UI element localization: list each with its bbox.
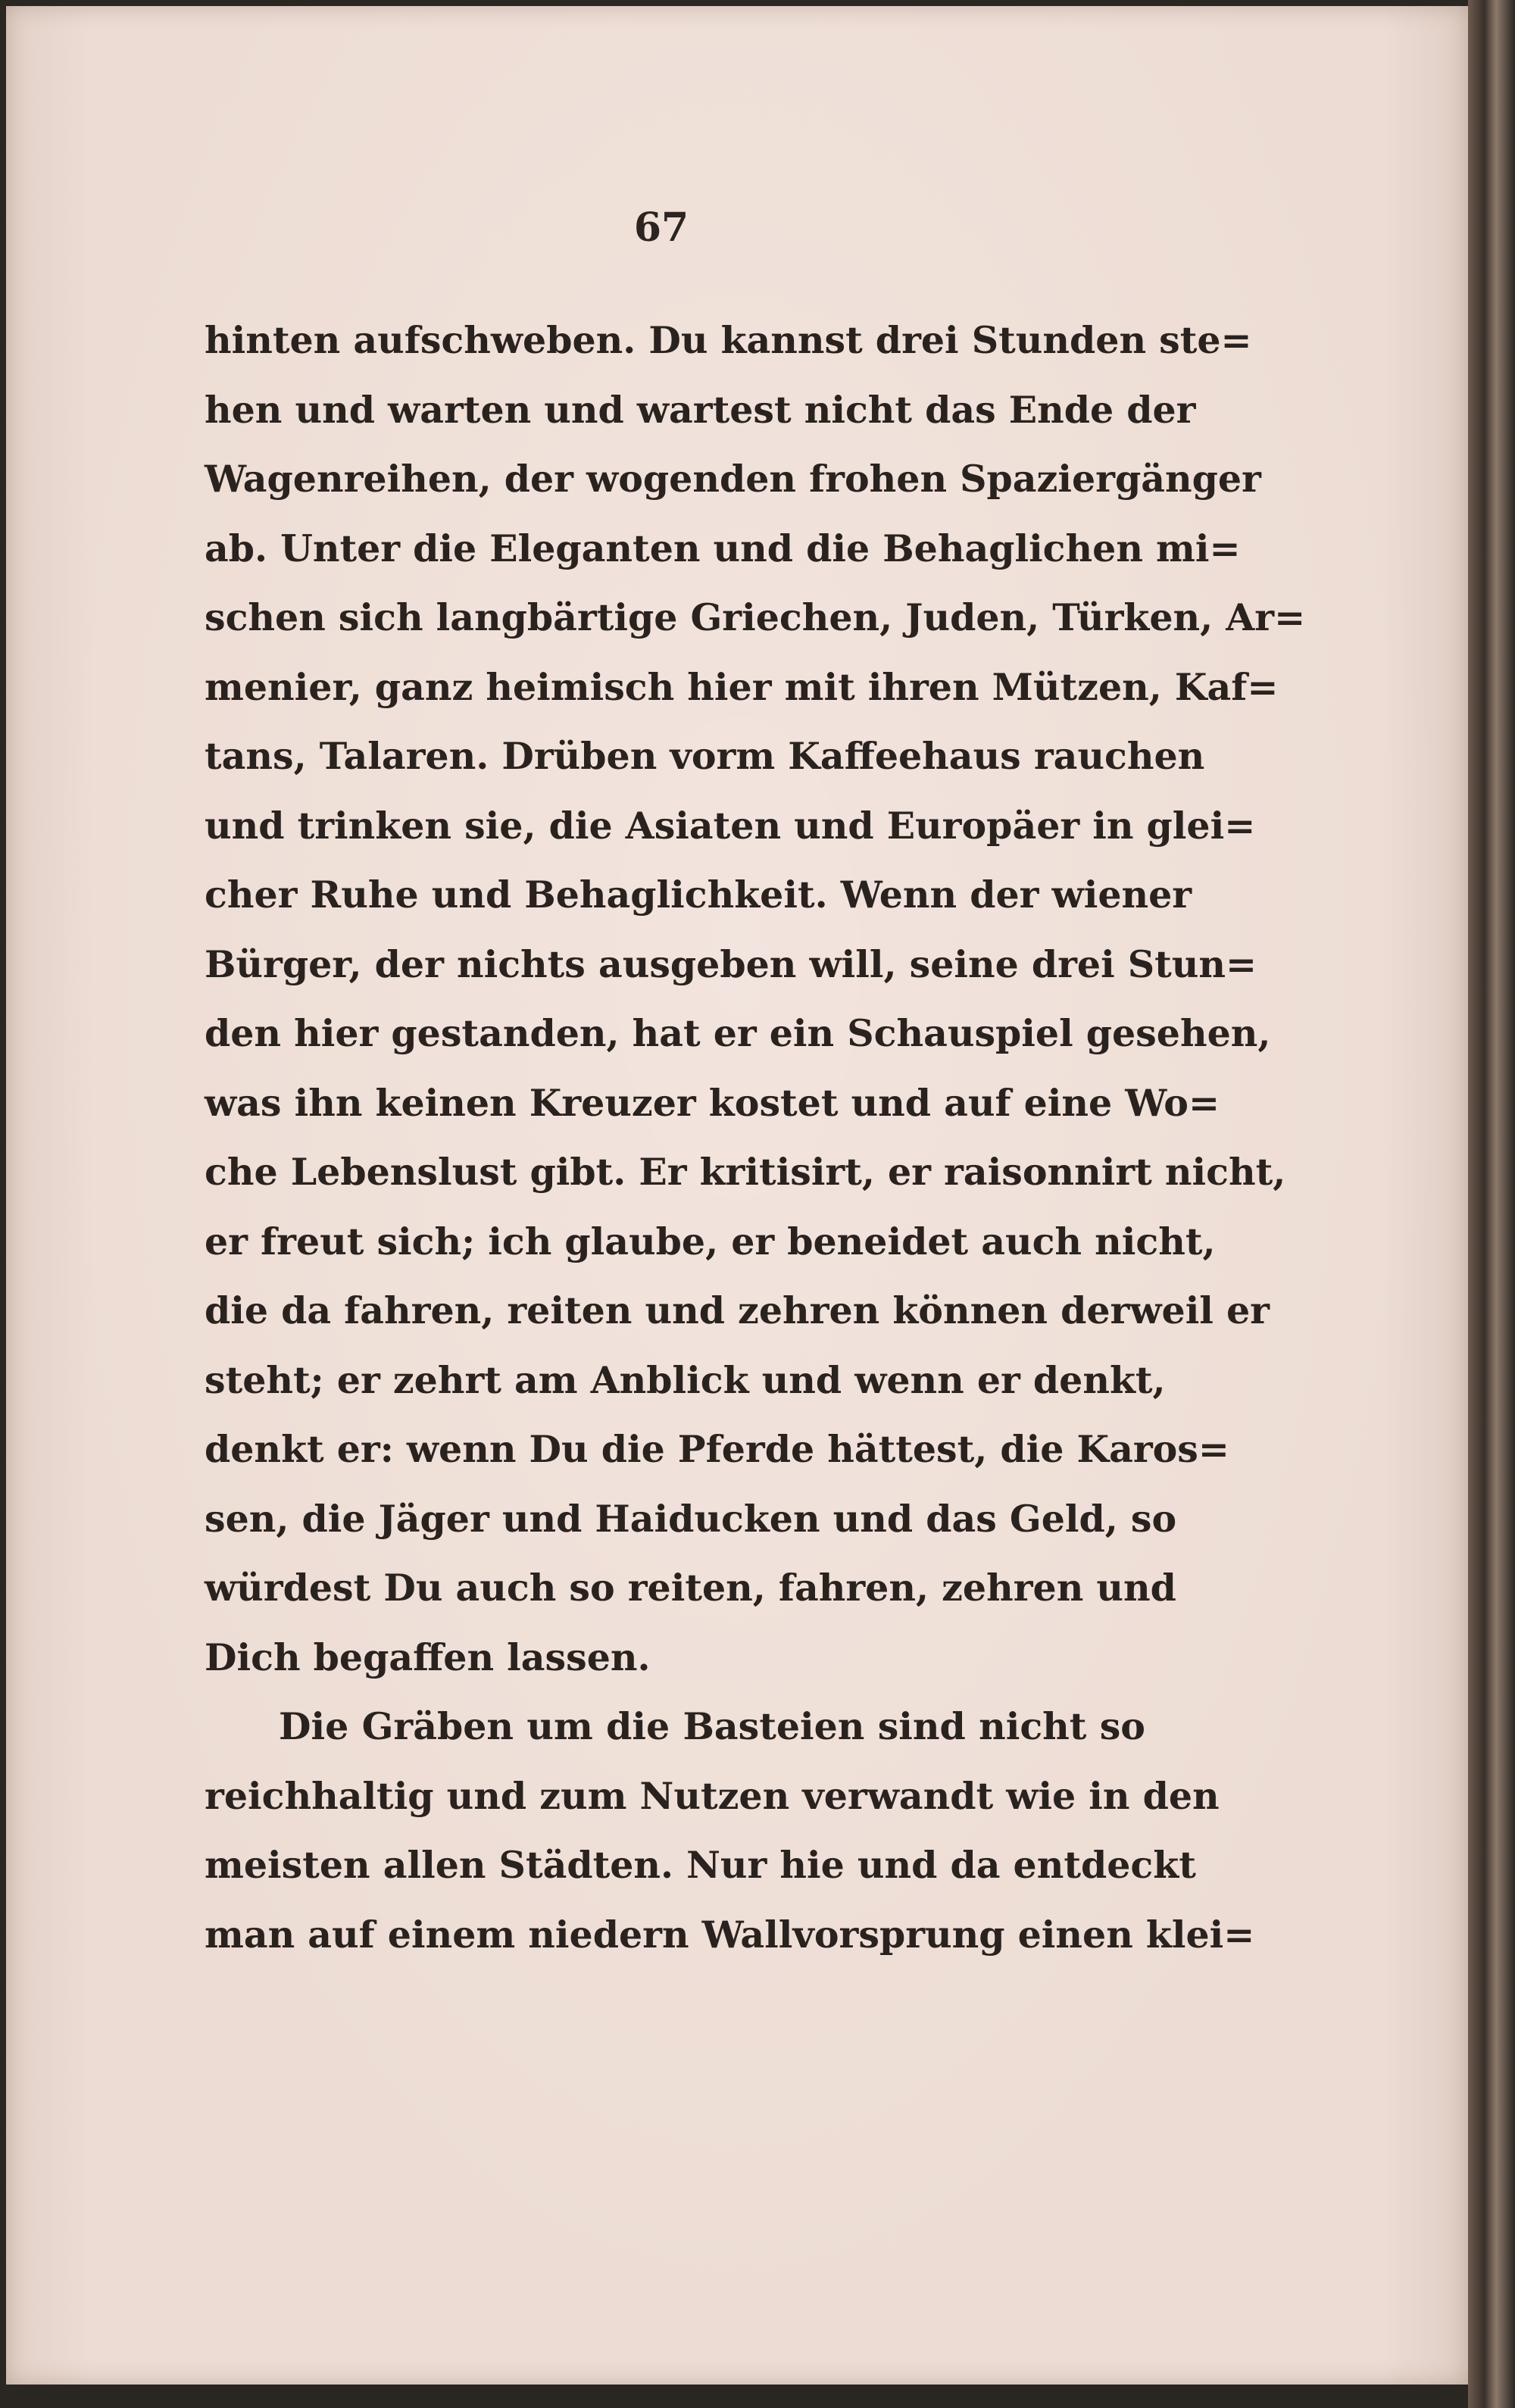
page-number: 67 [633,205,689,251]
text-line: tans, Talaren. Drüben vorm Kaffeehaus rauchen [205,734,1205,778]
text-line: und trinken sie, die Asiaten und Europäer in glei= [205,803,1256,848]
text-line: Bürger, der nichts ausgeben will, seine drei Stun= [205,942,1257,986]
text-line: steht; er zehrt am Anblick und wenn er denkt, [205,1357,1166,1402]
text-line: er freut sich; ich glaube, er beneidet auch nicht, [205,1219,1216,1263]
text-line: sen, die Jäger und Haiducken und das Geld, so [205,1496,1177,1541]
text-line: man auf einem niedern Wallvorsprung einen klei= [205,1912,1255,1957]
text-line: ab. Unter die Eleganten und die Behaglichen mi= [205,526,1241,570]
text-line: meisten allen Städten. Nur hie und da entdeckt [205,1843,1196,1887]
text-line: menier, ganz heimisch hier mit ihren Mützen, Kaf= [205,664,1279,709]
text-line: würdest Du auch so reiten, fahren, zehren und [205,1566,1176,1610]
paragraph-start-line: Die Gräben um die Basteien sind nicht so [279,1704,1145,1748]
text-line: cher Ruhe und Behaglichkeit. Wenn der wiener [205,873,1192,917]
text-line: schen sich langbärtige Griechen, Juden, Türken, Ar= [205,595,1306,639]
text-line: was ihn keinen Kreuzer kostet und auf eine Wo= [205,1080,1220,1125]
text-line: reichhaltig und zum Nutzen verwandt wie in den [205,1773,1220,1818]
body-text [205,306,1306,1969]
book-spine-edge [1468,0,1515,2408]
text-line: hen und warten und wartest nicht das Ende der [205,387,1196,432]
text-line: denkt er: wenn Du die Pferde hättest, die Karos= [205,1427,1229,1471]
text-line: hinten aufschweben. Du kannst drei Stunden ste= [205,318,1252,362]
text-line: Wagenreihen, der wogenden frohen Spaziergänger [205,457,1261,501]
text-line: den hier gestanden, hat er ein Schauspiel gesehen, [205,1011,1271,1055]
text-line: che Lebenslust gibt. Er kritisirt, er raisonnirt nicht, [205,1150,1286,1194]
text-line: die da fahren, reiten und zehren können derweil er [205,1288,1270,1332]
paragraph-end-line: Dich begaffen lassen. [205,1635,651,1679]
book-page [6,6,1468,2385]
